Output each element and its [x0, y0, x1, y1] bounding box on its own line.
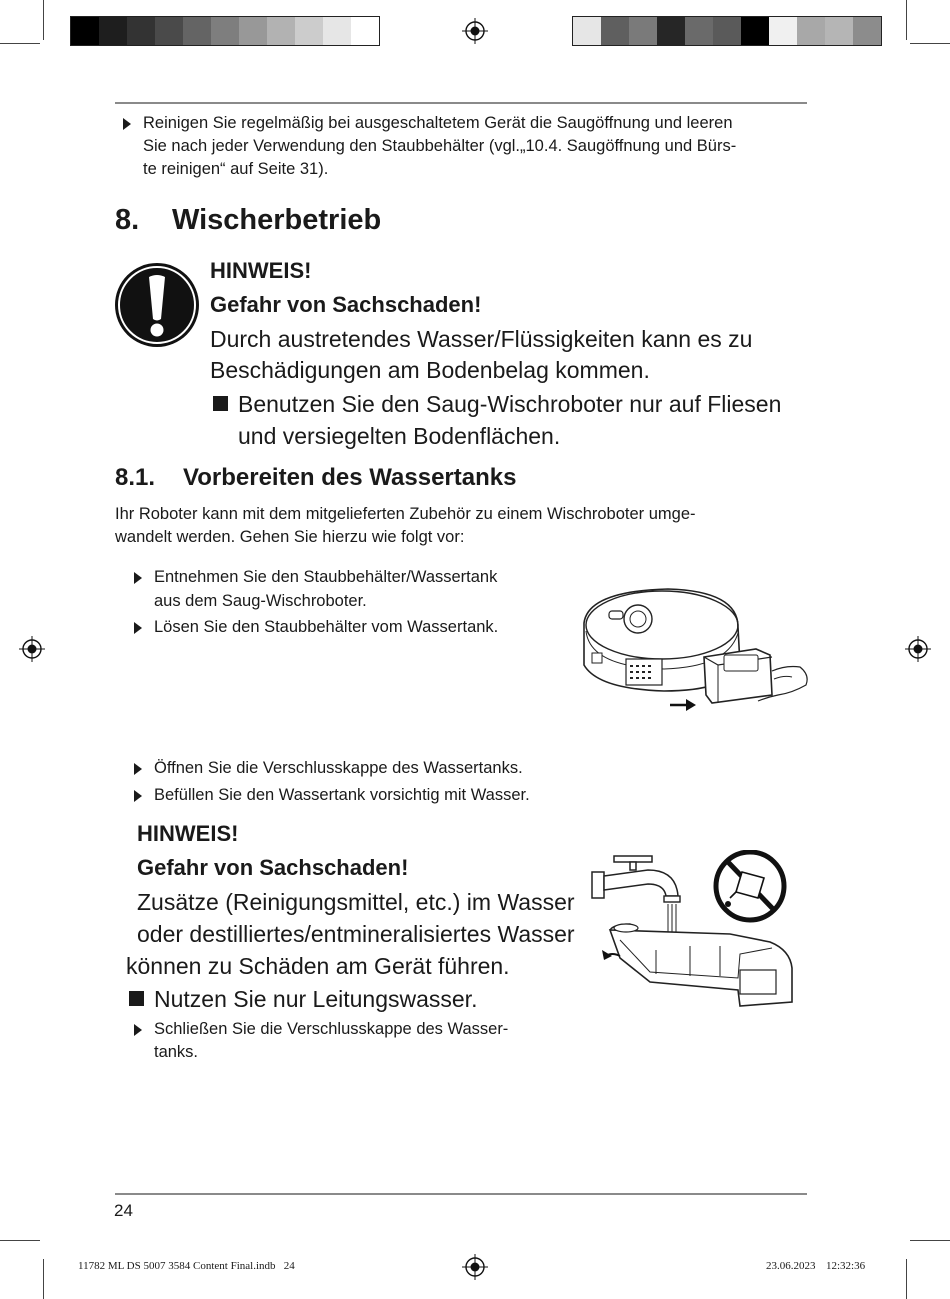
color-swatch — [295, 17, 323, 45]
slug-date: 23.06.2023 — [766, 1260, 816, 1272]
color-swatch — [797, 17, 825, 45]
registration-mark-icon — [462, 18, 488, 44]
subsection-paragraph: Ihr Roboter kann mit dem mitgelieferten Zubehör zu einem Wischroboter umge- — [115, 505, 696, 523]
step-item: Entnehmen Sie den Staubbehälter/Wassertank — [154, 568, 498, 586]
robot-tank-removal-illustration — [578, 583, 810, 721]
color-swatch — [657, 17, 685, 45]
slug-time: 12:32:36 — [826, 1260, 866, 1272]
header-rule — [115, 102, 807, 104]
color-swatch — [713, 17, 741, 45]
color-swatch — [155, 17, 183, 45]
subsection-number: 8.1. — [115, 464, 156, 491]
color-swatch — [211, 17, 239, 45]
color-swatch — [99, 17, 127, 45]
registration-mark-icon — [19, 636, 45, 662]
page-number: 24 — [114, 1201, 133, 1220]
color-swatch — [685, 17, 713, 45]
notice-subtitle: Gefahr von Sachschaden! — [210, 292, 482, 317]
bullet-arrow-icon — [134, 1024, 142, 1036]
notice-label: HINWEIS! — [137, 821, 239, 846]
color-swatch — [71, 17, 99, 45]
crop-mark — [910, 43, 950, 44]
color-swatch — [323, 17, 351, 45]
step-item: Lösen Sie den Staubbehälter vom Wassertank. — [154, 618, 499, 636]
notice-subtitle: Gefahr von Sachschaden! — [137, 855, 409, 880]
notice-item: und versiegelten Bodenflächen. — [238, 423, 561, 449]
color-swatch — [601, 17, 629, 45]
section-number: 8. — [115, 204, 140, 236]
registration-mark-icon — [905, 636, 931, 662]
footer-rule — [115, 1193, 807, 1195]
bullet-arrow-icon — [134, 763, 142, 775]
crop-mark — [0, 43, 40, 44]
color-swatch — [573, 17, 601, 45]
bullet-arrow-icon — [123, 118, 131, 130]
color-swatch — [239, 17, 267, 45]
step-item: Schließen Sie die Verschlusskappe des Wasser- — [154, 1020, 509, 1038]
subsection-paragraph: wandelt werden. Gehen Sie hierzu wie folgt vor: — [115, 528, 465, 546]
registration-mark-icon — [462, 1254, 488, 1280]
crop-mark — [906, 1259, 907, 1299]
color-swatch — [267, 17, 295, 45]
color-bar-right — [572, 16, 882, 46]
bullet-square-icon — [213, 396, 228, 411]
crop-mark — [43, 1259, 44, 1299]
step-item: Befüllen Sie den Wassertank vorsichtig mit Wasser. — [154, 786, 530, 804]
color-swatch — [629, 17, 657, 45]
crop-mark — [43, 0, 44, 40]
notice-text: können zu Schäden am Gerät führen. — [126, 953, 510, 979]
crop-mark — [906, 0, 907, 40]
step-item: aus dem Saug-Wischroboter. — [154, 592, 367, 610]
color-swatch — [741, 17, 769, 45]
intro-bullet-line: Sie nach jeder Verwendung den Staubbehälter (vgl.„10.4. Saugöffnung und Bürs- — [143, 137, 737, 155]
water-tank-filling-illustration — [590, 850, 800, 1014]
notice-text: Zusätze (Reinigungsmittel, etc.) im Wasser — [137, 889, 575, 915]
notice-item: Benutzen Sie den Saug-Wischroboter nur auf Fliesen — [238, 391, 782, 417]
section-title: Wischerbetrieb — [172, 204, 382, 236]
color-swatch — [183, 17, 211, 45]
warning-exclamation-icon — [114, 262, 200, 348]
notice-text: Beschädigungen am Bodenbelag kommen. — [210, 357, 650, 383]
notice-label: HINWEIS! — [210, 258, 312, 283]
crop-mark — [910, 1240, 950, 1241]
bullet-arrow-icon — [134, 790, 142, 802]
bullet-arrow-icon — [134, 572, 142, 584]
bullet-arrow-icon — [134, 622, 142, 634]
notice-text: oder destilliertes/entmineralisiertes Wasser — [137, 921, 575, 947]
color-bar-left — [70, 16, 380, 46]
intro-bullet-line: te reinigen“ auf Seite 31). — [143, 160, 329, 178]
intro-bullet-line: Reinigen Sie regelmäßig bei ausgeschaltetem Gerät die Saugöffnung und leeren — [143, 114, 733, 132]
color-swatch — [351, 17, 379, 45]
step-item: Öffnen Sie die Verschlusskappe des Wassertanks. — [154, 759, 523, 777]
bullet-square-icon — [129, 991, 144, 1006]
subsection-title: Vorbereiten des Wassertanks — [183, 464, 517, 491]
slug-file-info: 11782 ML DS 5007 3584 Content Final.indb 24 — [78, 1260, 295, 1272]
color-swatch — [825, 17, 853, 45]
notice-item: Nutzen Sie nur Leitungswasser. — [154, 986, 478, 1012]
color-swatch — [127, 17, 155, 45]
water-tap-icon — [592, 856, 680, 902]
notice-text: Durch austretendes Wasser/Flüssigkeiten kann es zu — [210, 326, 753, 352]
color-swatch — [769, 17, 797, 45]
step-item: tanks. — [154, 1043, 199, 1061]
crop-mark — [0, 1240, 40, 1241]
color-swatch — [853, 17, 881, 45]
no-chemicals-icon — [716, 852, 784, 920]
